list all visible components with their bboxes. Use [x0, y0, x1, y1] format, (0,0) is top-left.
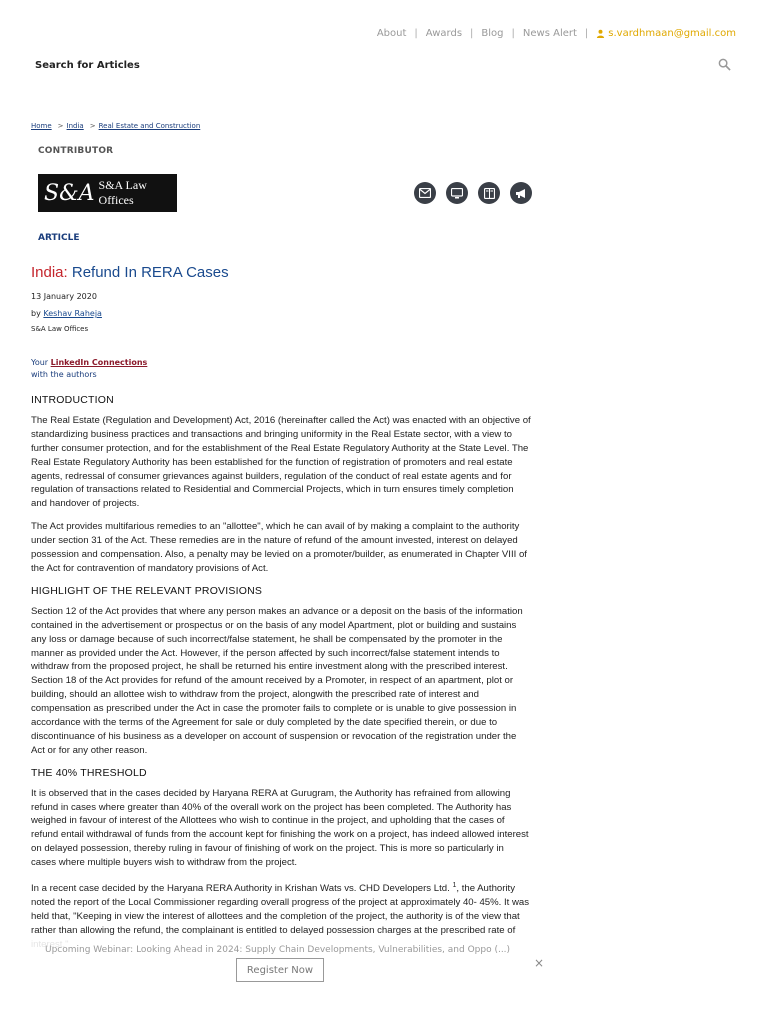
- breadcrumb-separator: >: [89, 122, 96, 130]
- linkedin-suffix: with the authors: [31, 370, 97, 379]
- paragraph: Section 12 of the Act provides that where any person makes an advance or a deposit on the basis of the information contained in the advertisement or prospectus or on the basis of any model Apartment, plot or building and sustains any loss or damage because of such incorrect/false statement, he shall be compensated by the promoter in the manner as provided under the Act. However, if the person affected by such incorrect/false statement intends to withdraw from the proposed project, he shall be returned his entire investment along with the prescribed interest. Section 18 of the Act provides for refund of the amount received by a Promoter, in respect of an apartment, plot or building, should an allottee wish to withdraw from the project, alongwith the prescribed rate of interest and compensation as prescribed under the Act in case the promoter fails to complete or is unable to give possession in accordance with the terms of the Agreement for sale or duly completed by the date specified therein, or due to discontinuance of his business as a developer on account of suspension or revocation of the registration under the Act or for any other reason.: [31, 605, 523, 756]
- footnote-ref[interactable]: 1: [452, 882, 457, 890]
- breadcrumb: [31, 122, 200, 130]
- paragraph: The Act provides multifarious remedies to an "allottee", which he can avail of by making a complaint to the authority under section 31 of the Act. These remedies are in the nature of refund of the amount invested, interest on delayed possession and compensation. Also, a penalty may be levied on a promoter/builder, as enumerated in Chapter VIII of the Act for contravention of mandatory provisions of Act.: [31, 521, 527, 574]
- breadcrumb-separator: >: [57, 122, 64, 130]
- paragraph: The Real Estate (Regulation and Development) Act, 2016 (hereinafter called the Act) was enacted with an objective of standardizing business practices and transactions and bringing uniformity in the Real Estate sector, with a view to further consumer protection, and for the establishment of the Real Estate Regulatory Authority at the State Level. The Real Estate Regulatory Authority has been established for the function of registration of promoters and real estate agents, redressal of consumer grievances against builders, regulation of the conduct of real estate agents and for regulation of transactions related to Residential and Commercial Projects, which in turn ensures timely completion and handover of projects.: [31, 414, 531, 510]
- breadcrumb-home[interactable]: Home: [31, 122, 52, 130]
- logo-mark: S&A: [44, 180, 95, 206]
- share-icons: [414, 182, 532, 204]
- user-email-text: s.vardhmaan@gmail.com: [608, 28, 736, 39]
- breadcrumb-india[interactable]: India: [66, 122, 84, 130]
- section-heading-introduction: INTRODUCTION: [31, 394, 114, 406]
- headline-country[interactable]: India:: [31, 264, 68, 281]
- user-email-link[interactable]: [596, 28, 736, 39]
- contributor-label: CONTRIBUTOR: [38, 146, 114, 156]
- nav-about-link[interactable]: About: [376, 28, 407, 39]
- webinar-banner: [0, 939, 768, 989]
- article-headline: [31, 264, 229, 281]
- monitor-icon[interactable]: [446, 182, 468, 204]
- firm-logo[interactable]: [38, 174, 177, 212]
- nav-separator: |: [414, 28, 418, 39]
- nav-separator: |: [511, 28, 515, 39]
- paragraph-part: In a recent case decided by the Haryana RERA Authority in Krishan Wats vs. CHD Developers Ltd.: [31, 883, 450, 895]
- mail-icon[interactable]: [414, 182, 436, 204]
- breadcrumb-category[interactable]: Real Estate and Construction: [98, 122, 201, 130]
- book-icon[interactable]: [478, 182, 500, 204]
- linkedin-link[interactable]: LinkedIn Connections: [50, 358, 148, 367]
- search-icon[interactable]: [718, 58, 731, 71]
- megaphone-icon[interactable]: [510, 182, 532, 204]
- nav-awards-link[interactable]: Awards: [425, 28, 463, 39]
- paragraph-part: , the Authority noted the report of the Local Commissioner regarding overall progress of the project at approximately 40- 45%. It was held that, "Keeping in view the interest of allottees and the completion of the project, the authority is of the view that rather than allowing the refund, the complainant is entitled to delayed possession charges at the prescribed rate of: [31, 883, 530, 936]
- article-byline: [31, 309, 102, 318]
- nav-separator: |: [470, 28, 474, 39]
- article-date: 13 January 2020: [31, 292, 97, 301]
- headline-title: Refund In RERA Cases: [71, 264, 229, 281]
- nav-blog-link[interactable]: Blog: [481, 28, 504, 39]
- paragraph: It is observed that in the cases decided by Haryana RERA at Gurugram, the Authority has refrained from allowing refund in cases where greater than 40% of the overall work on the project has been completed. The Authority has weighed in favour of interest of the Allottees who wish to continue in the project, and upholding that the cases of refund entail withdrawal of funds from the account kept for finishing the work on a project, has indeed allowed interest on delayed possession, thereby ruling in favour of finishing of work on the project. This is more so particularly in cases where multiple buyers wish to withdraw from the project.: [31, 787, 529, 869]
- logo-name: S&A Law Offices: [98, 178, 147, 207]
- section-heading-highlights: HIGHLIGHT OF THE RELEVANT PROVISIONS: [31, 584, 263, 597]
- register-now-button[interactable]: Register Now: [236, 958, 324, 982]
- nav-separator: |: [584, 28, 589, 39]
- nav-news-alert-link[interactable]: News Alert: [522, 28, 577, 39]
- linkedin-your: Your: [31, 358, 49, 367]
- section-heading-threshold: THE 40% THRESHOLD: [31, 766, 147, 779]
- linkedin-connections: [31, 357, 147, 381]
- article-body: [31, 394, 531, 961]
- article-label: ARTICLE: [38, 233, 80, 243]
- search-bar[interactable]: [35, 60, 735, 74]
- close-icon[interactable]: ×: [534, 956, 545, 970]
- byline-by: by: [31, 309, 41, 318]
- user-icon: [596, 29, 605, 38]
- author-link[interactable]: Keshav Raheja: [43, 309, 102, 318]
- top-navigation: [377, 28, 736, 39]
- author-firm: S&A Law Offices: [31, 325, 89, 333]
- search-label: Search for Articles: [35, 60, 140, 71]
- webinar-text[interactable]: Upcoming Webinar: Looking Ahead in 2024: Supply Chain Developments, Vulnerabilities, and Oppo (...): [45, 945, 511, 955]
